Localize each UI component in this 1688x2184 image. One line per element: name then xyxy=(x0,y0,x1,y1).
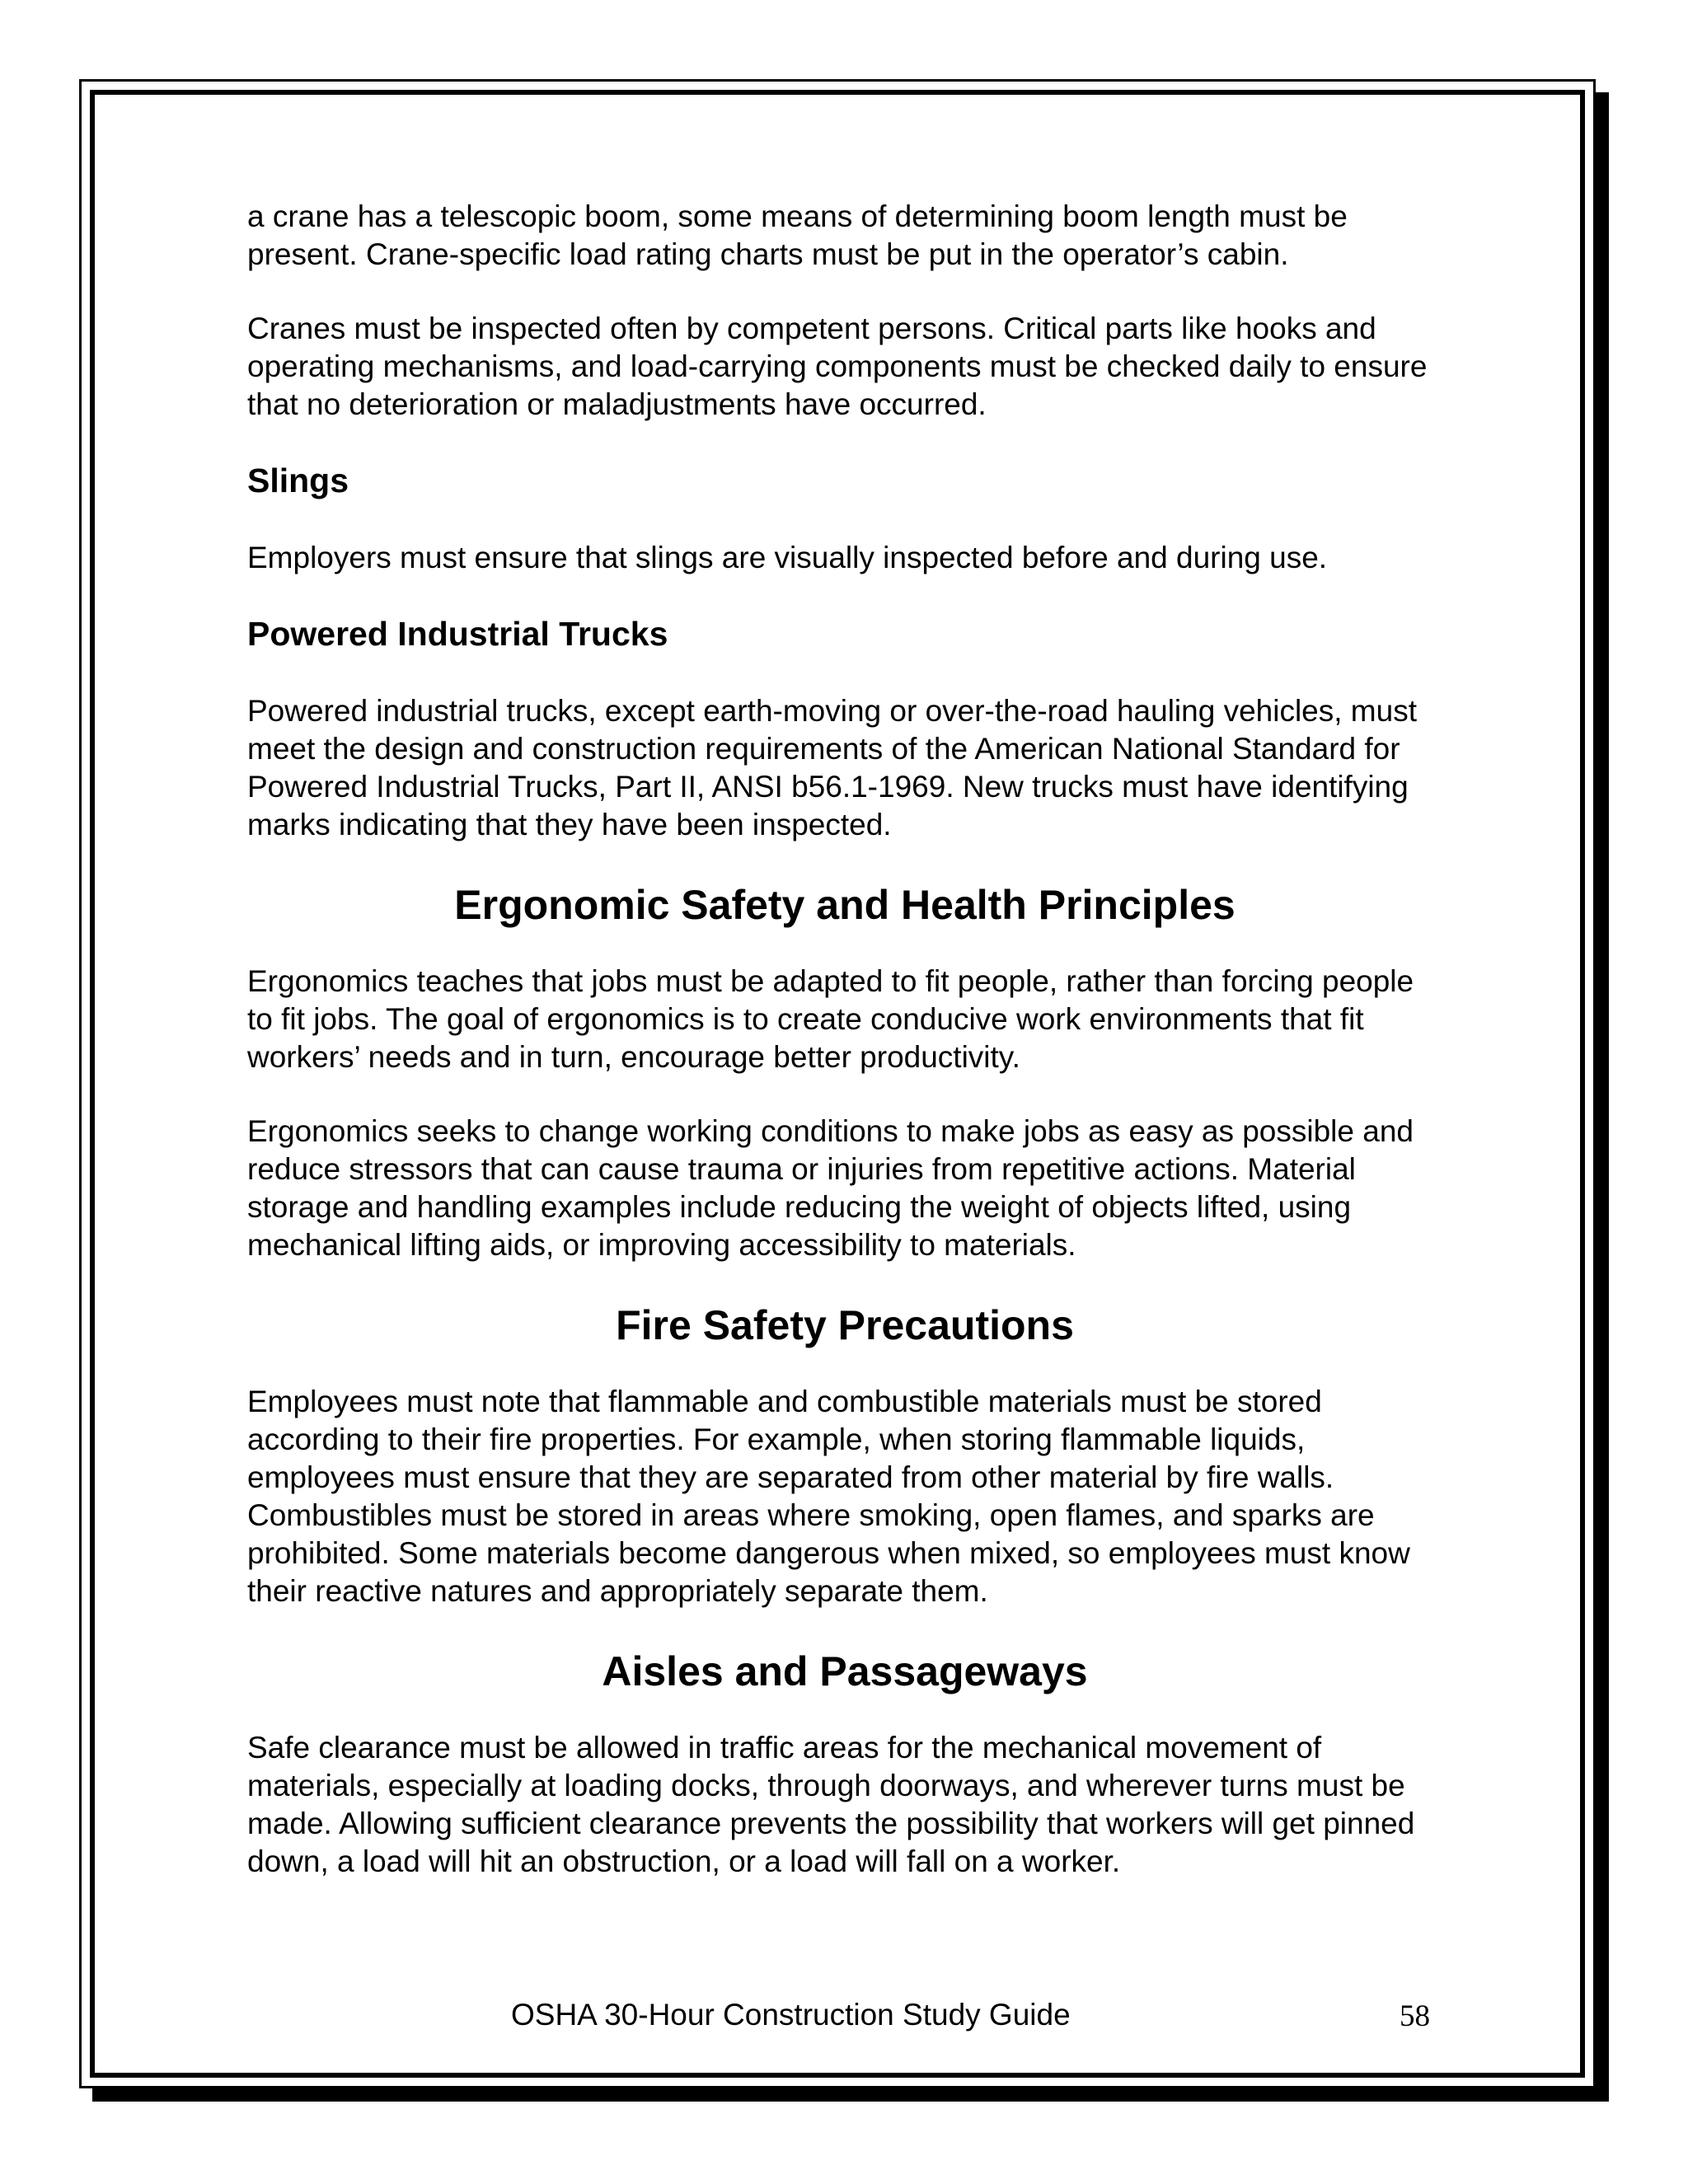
paragraph-crane-inspection: Cranes must be inspected often by competent persons. Critical parts like hooks and operating mechanisms, and load-carrying components must be checked daily to ensure that no deterioration or maladjustments have occurred. xyxy=(247,312,1428,421)
page-number: 58 xyxy=(1400,1999,1430,2033)
heading-fire-safety: Fire Safety Precautions xyxy=(616,1302,1074,1348)
heading-aisles: Aisles and Passageways xyxy=(602,1648,1088,1694)
heading-ergonomic: Ergonomic Safety and Health Principles xyxy=(454,882,1236,928)
paragraph-crane-boom: a crane has a telescopic boom, some means of determining boom length must be present. Crane-specific load rating charts must be put in the operator’s cabin. xyxy=(247,199,1348,271)
heading-slings: Slings xyxy=(247,462,349,499)
footer-title: OSHA 30-Hour Construction Study Guide xyxy=(511,1998,1071,2032)
heading-powered-trucks: Powered Industrial Trucks xyxy=(247,615,668,653)
paragraph-powered-trucks: Powered industrial trucks, except earth-moving or over-the-road hauling vehicles, must meet the design and construction requirements of the American National Standard for Powered Industrial Trucks, Part II, ANSI b56.1-1969. New trucks must have identifying marks indicating that they have been inspected. xyxy=(247,694,1417,841)
paragraph-fire-safety: Employees must note that flammable and combustible materials must be stored according to their fire properties. For example, when storing flammable liquids, employees must ensure that they are separated from other material by fire walls. Combustibles must be stored in areas where smoking, open flames, and sparks are prohibited. Some materials become dangerous when mixed, so employees must know their reactive natures and appropriately separate them. xyxy=(247,1385,1410,1608)
document-body xyxy=(247,198,1442,1917)
paragraph-aisles: Safe clearance must be allowed in traffic areas for the mechanical movement of materials, especially at loading docks, through doorways, and wherever turns must be made. Allowing sufficient clearance prevents the possibility that workers will get pinned down, a load will hit an obstruction, or a load will fall on a worker. xyxy=(247,1731,1415,1878)
paragraph-slings: Employers must ensure that slings are visually inspected before and during use. xyxy=(247,541,1328,574)
paragraph-ergonomics-2: Ergonomics seeks to change working conditions to make jobs as easy as possible and reduce stressors that can cause trauma or injuries from repetitive actions. Material storage and handling examples include reducing the weight of objects lifted, using mechanical lifting aids, or improving accessibility to materials. xyxy=(247,1114,1414,1262)
paragraph-ergonomics-1: Ergonomics teaches that jobs must be adapted to fit people, rather than forcing people to fit jobs. The goal of ergonomics is to create conducive work environments that fit workers’ needs and in turn, encourage better productivity. xyxy=(247,964,1414,1074)
